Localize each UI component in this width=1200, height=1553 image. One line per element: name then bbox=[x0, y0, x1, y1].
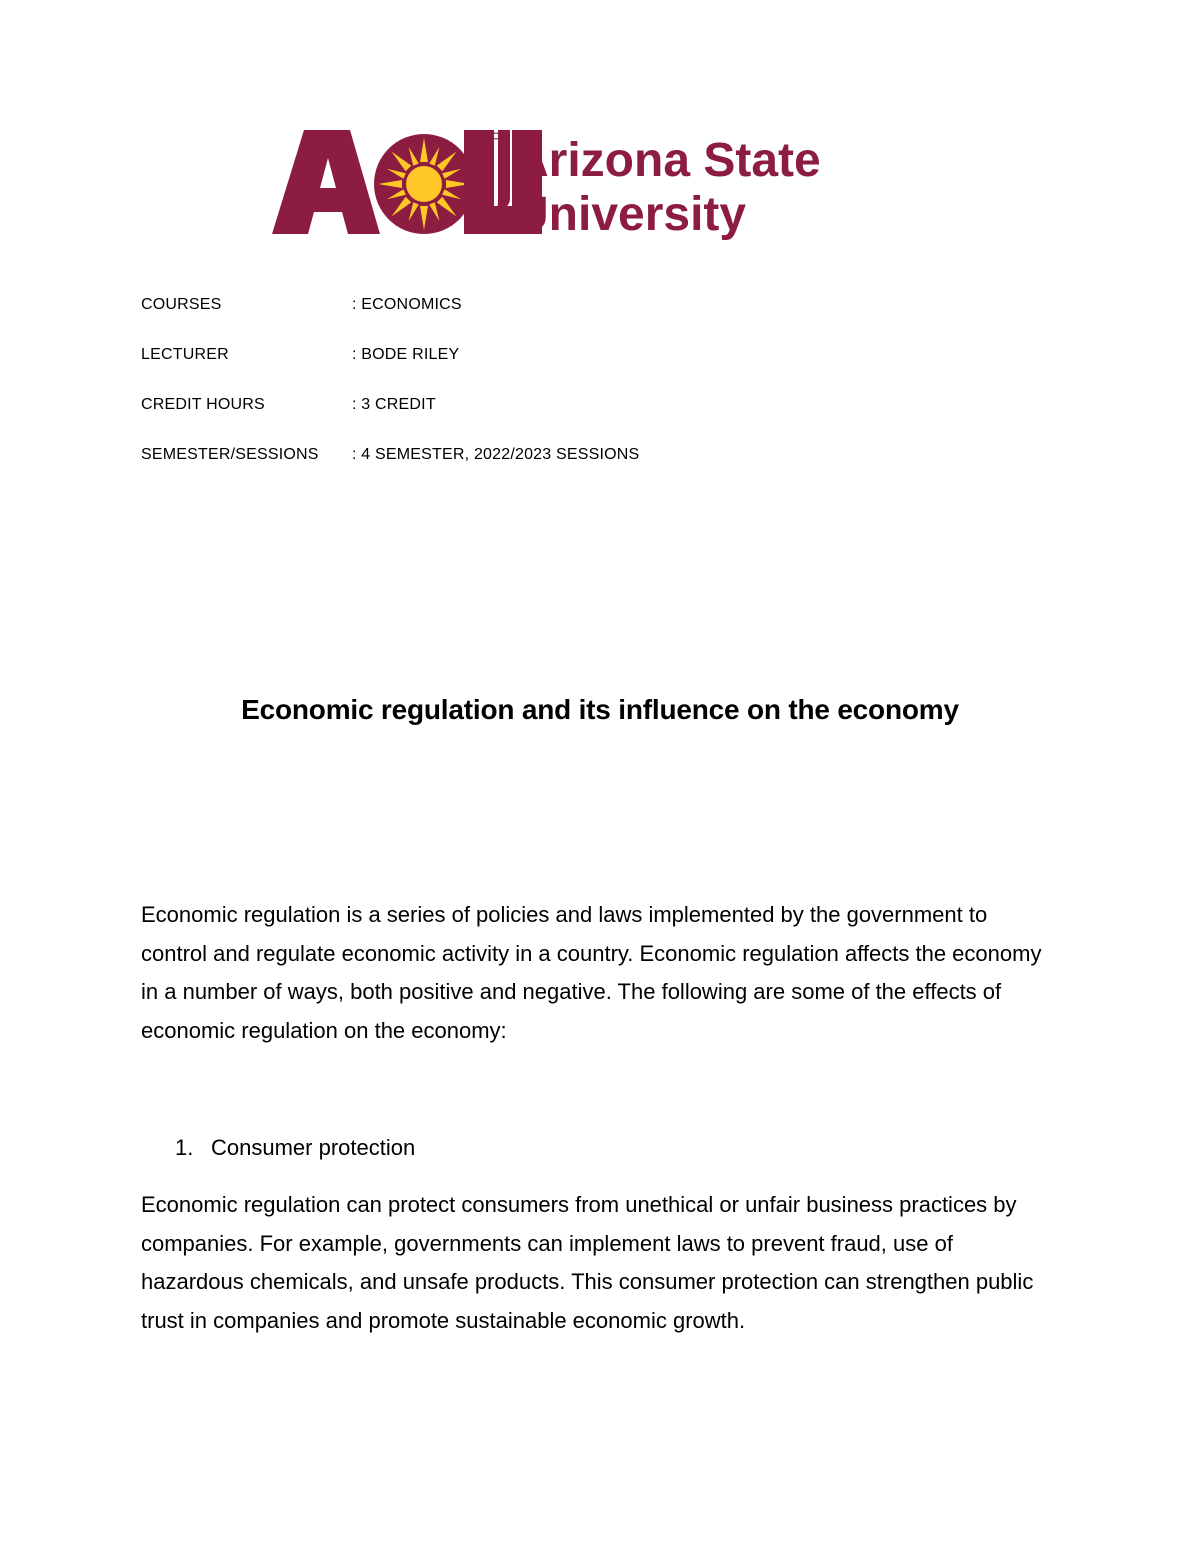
section-heading-text: Consumer protection bbox=[211, 1135, 416, 1160]
document-title: Economic regulation and its influence on the economy bbox=[241, 694, 959, 725]
info-label: CREDIT HOURS bbox=[141, 396, 265, 413]
info-label: LECTURER bbox=[141, 346, 229, 363]
intro-paragraph: Economic regulation is a series of policies and laws implemented by the government to control and regulate economic activity in a country. Economic regulation affects the economy in a number of ways, both positive and negative. The following are some of the effects of economic regulation on the economy: bbox=[141, 902, 1042, 1043]
info-label: COURSES bbox=[141, 296, 222, 313]
asu-logo bbox=[268, 122, 868, 240]
logo-letter-a bbox=[272, 130, 380, 234]
section-number: 1. bbox=[175, 1135, 194, 1160]
info-label: SEMESTER/SESSIONS bbox=[141, 446, 319, 463]
logo-name-line2: University bbox=[514, 188, 747, 240]
info-value: : ECONOMICS bbox=[352, 296, 462, 313]
info-value: : BODE RILEY bbox=[352, 346, 460, 363]
section-body: Economic regulation can protect consumers from unethical or unfair business practices by companies. For example, governments can implement laws to prevent fraud, use of hazardous chemicals, and unsafe products. This consumer protection can strengthen public trust in companies and promote sustainable economic growth. bbox=[141, 1192, 1034, 1333]
info-value: : 4 SEMESTER, 2022/2023 SESSIONS bbox=[352, 446, 640, 463]
info-value: : 3 CREDIT bbox=[352, 396, 436, 413]
logo-name-line1: Arizona State bbox=[514, 134, 821, 187]
section-heading bbox=[175, 1129, 415, 1167]
